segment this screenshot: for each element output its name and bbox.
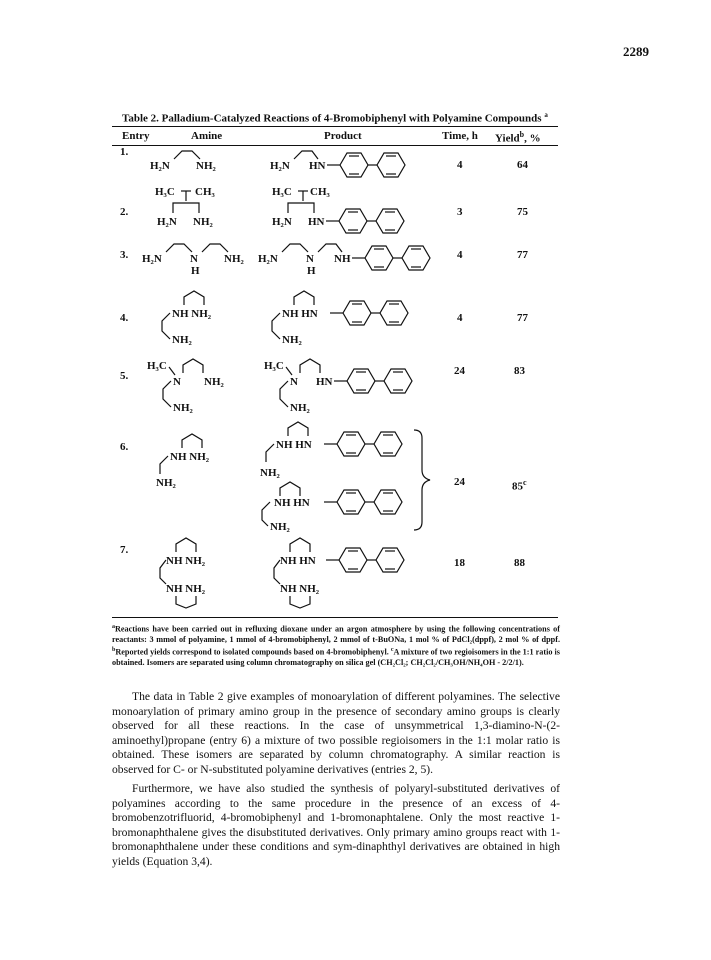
biphenyl-group bbox=[327, 153, 405, 177]
table-bottom-rule bbox=[112, 617, 558, 618]
footnote-b: Reported yields correspond to isolated compounds based on 4-bromobiphenyl. bbox=[115, 647, 389, 657]
biphenyl-group bbox=[326, 209, 404, 233]
atom-label: NH NH₂ bbox=[280, 583, 320, 595]
atom-label: NH₂ bbox=[224, 253, 244, 265]
header-product: Product bbox=[324, 130, 362, 142]
entry-number: 6. bbox=[120, 441, 129, 453]
atom-label: HN bbox=[308, 216, 325, 228]
atom-label: NH NH₂ bbox=[166, 583, 206, 595]
entry-number: 5. bbox=[120, 370, 129, 382]
product-structure-7 bbox=[272, 534, 442, 610]
time-value: 3 bbox=[457, 206, 463, 218]
atom-label: NH₂ bbox=[173, 402, 193, 414]
biphenyl-group bbox=[330, 301, 408, 325]
amine-structure-6 bbox=[152, 430, 252, 490]
atom-label: H₂N bbox=[142, 253, 162, 265]
biphenyl-group bbox=[352, 246, 430, 270]
footnote-mark-a: a bbox=[112, 624, 115, 630]
table-footnotes bbox=[112, 622, 560, 668]
atom-label: H₂N bbox=[150, 160, 170, 172]
yield-value: 85$^c$ bbox=[512, 478, 527, 493]
time-value: 4 bbox=[457, 312, 463, 324]
atom-label: N bbox=[190, 253, 198, 265]
yield-value: 77 bbox=[517, 312, 528, 324]
atom-label: N bbox=[290, 376, 298, 388]
product-structure-2 bbox=[272, 183, 422, 235]
atom-label: NH NH₂ bbox=[166, 555, 206, 567]
atom-label: NH₂ bbox=[260, 467, 280, 479]
amine-structure-4 bbox=[160, 287, 250, 347]
atom-label: NH NH₂ bbox=[170, 451, 210, 463]
yield-value: 75 bbox=[517, 206, 528, 218]
time-value: 24 bbox=[454, 365, 465, 377]
body-paragraph-1: The data in Table 2 give examples of monoarylation of different polyamines. The selective monoarylation of primary amino group in the presence of secondary amino groups is clearly observed for all these reactions. In the case of unsymmetrical 1,3-diamino-N-(2-aminoethyl)propane (entry 6) a mixture of two possible regioisomers in the 1:1 molar ratio is obtained. These isomers are separated by column chromatography. A similar reaction is observed for C- or N-substituted polyamine derivatives (entries 2, 5). bbox=[112, 690, 560, 776]
biphenyl-group bbox=[324, 490, 402, 514]
atom-label: N bbox=[173, 376, 181, 388]
atom-label: NH₂ bbox=[282, 334, 302, 346]
atom-label: NH₂ bbox=[196, 160, 216, 172]
product-structure-6a bbox=[254, 418, 424, 480]
atom-label: H bbox=[307, 265, 316, 277]
amine-structure-5 bbox=[147, 355, 247, 415]
atom-label: NH₂ bbox=[193, 216, 213, 228]
page-number: 2289 bbox=[623, 44, 649, 59]
atom-label: H₃C bbox=[155, 186, 175, 198]
footnote-mark-c: c bbox=[390, 647, 394, 654]
isomer-bracket bbox=[410, 428, 434, 532]
yield-value: 64 bbox=[517, 159, 528, 171]
footnote-mark-b: b bbox=[112, 647, 116, 654]
entry-number: 7. bbox=[120, 544, 129, 556]
atom-label: H bbox=[191, 265, 200, 277]
caption-footnote-mark: a bbox=[544, 111, 548, 119]
atom-label: NH HN bbox=[276, 439, 312, 451]
product-structure-6b bbox=[256, 478, 426, 538]
atom-label: H₃C bbox=[147, 360, 167, 372]
body-paragraph-2: Furthermore, we have also studied the synthesis of polyaryl-substituted derivatives of polyamines according to the same procedure in the presence of an excess of 4-bromobenzotrifluorid, 4-bromobiphenyl and 1-bromonaphtalene. Only the most reactive 1-bromonaphthalene gives the disubstituted derivatives. Only primary amino groups react with 1-bromonaphthalene under these conditions and sym-dinaphthyl derivatives are obtained in high yields (Equation 3,4). bbox=[112, 782, 560, 868]
biphenyl-group bbox=[334, 369, 412, 393]
atom-label: NH₂ bbox=[270, 521, 290, 533]
time-value: 24 bbox=[454, 476, 465, 488]
atom-label: NH₂ bbox=[290, 402, 310, 414]
biphenyl-group bbox=[324, 432, 402, 456]
atom-label: H₂N bbox=[157, 216, 177, 228]
entry-number: 4. bbox=[120, 312, 129, 324]
yield-value: 83 bbox=[514, 365, 525, 377]
atom-label: NH NH₂ bbox=[172, 308, 212, 320]
yield-value: 88 bbox=[514, 557, 525, 569]
atom-label: H₃C bbox=[264, 360, 284, 372]
header-amine: Amine bbox=[191, 130, 223, 142]
footnote-a: Reactions have been carried out in refluxing dioxane under an argon atmosphere by using the following concentrations of reactants: 3 mmol of polyamine, 1 mmol of 4-bromobiphenyl, 2 mmol of t-BuONa, 1 mol % of PdCl₂(dppf), 2 mol % of dppf. bbox=[112, 624, 560, 644]
atom-label: H₂N bbox=[258, 253, 278, 265]
time-value: 4 bbox=[457, 159, 463, 171]
product-structure-5 bbox=[264, 355, 434, 415]
atom-label: NH bbox=[334, 253, 351, 265]
product-structure-4 bbox=[270, 287, 430, 347]
atom-label: CH₃ bbox=[195, 186, 215, 198]
entry-number: 3. bbox=[120, 249, 129, 261]
footnote-c: A mixture of two regioisomers in the 1:1 ratio is obtained. Isomers are separated using column chromatography on silica gel (CH₂Cl₂; CH₂Cl₂/CH₃OH/NH₄OH - 2/2/1). bbox=[112, 647, 560, 668]
table-caption: Table 2. Palladium-Catalyzed Reactions of 4-Bromobiphenyl with Polyamine Compounds $^a$ bbox=[122, 111, 548, 125]
entry-number: 2. bbox=[120, 206, 129, 218]
atom-label: NH HN bbox=[282, 308, 318, 320]
time-value: 18 bbox=[454, 557, 465, 569]
product-structure-1 bbox=[270, 145, 420, 179]
product-structure-3 bbox=[258, 238, 438, 278]
atom-label: HN bbox=[316, 376, 333, 388]
atom-label: NH HN bbox=[280, 555, 316, 567]
biphenyl-group bbox=[326, 548, 404, 572]
atom-label: CH₃ bbox=[310, 186, 330, 198]
atom-label: H₂N bbox=[270, 160, 290, 172]
amine-structure-7 bbox=[158, 534, 248, 610]
time-value: 4 bbox=[457, 249, 463, 261]
atom-label: NH HN bbox=[274, 497, 310, 509]
header-yield: Yield$^b$, % bbox=[495, 130, 541, 145]
amine-structure-3 bbox=[142, 238, 262, 278]
atom-label: H₃C bbox=[272, 186, 292, 198]
yield-value: 77 bbox=[517, 249, 528, 261]
atom-label: NH₂ bbox=[156, 477, 176, 489]
atom-label: NH₂ bbox=[204, 376, 224, 388]
amine-structure-2 bbox=[155, 183, 245, 229]
header-entry: Entry bbox=[122, 130, 150, 142]
table-top-rule bbox=[112, 126, 558, 127]
atom-label: NH₂ bbox=[172, 334, 192, 346]
header-time: Time, h bbox=[442, 130, 478, 142]
amine-structure-1 bbox=[150, 145, 240, 175]
atom-label: N bbox=[306, 253, 314, 265]
atom-label: H₂N bbox=[272, 216, 292, 228]
entry-number: 1. bbox=[120, 146, 129, 158]
atom-label: HN bbox=[309, 160, 326, 172]
